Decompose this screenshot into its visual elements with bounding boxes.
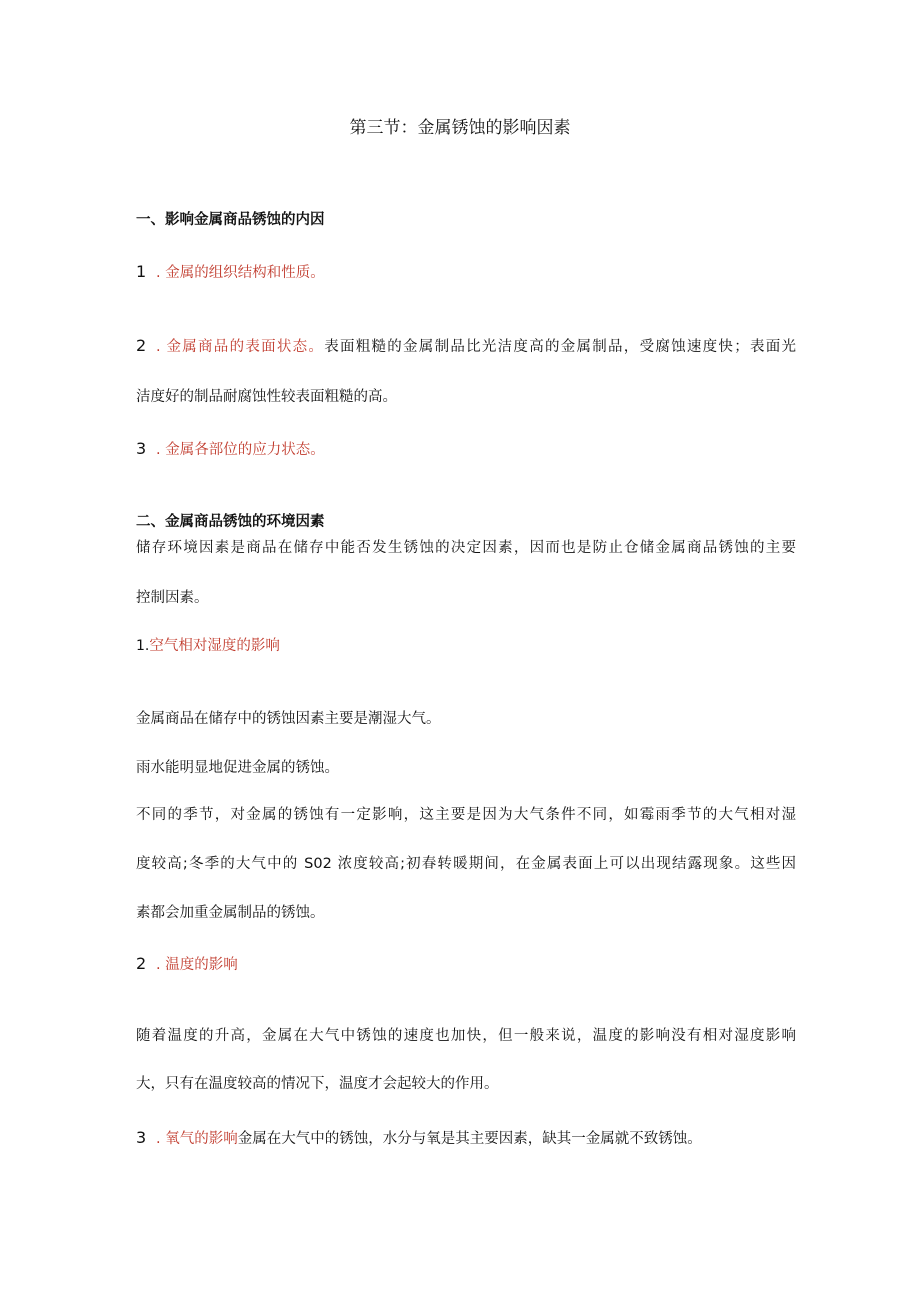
paragraph-line: 雨水能明显地促进金属的锈蚀。 <box>136 760 339 776</box>
subsection-heading-humidity <box>136 635 796 657</box>
section-heading-internal-factors: 一、影响金属商品锈蚀的内因 <box>136 212 325 228</box>
paragraph-line: 储存环境因素是商品在储存中能否发生锈蚀的决定因素，因而也是防止仓储金属商品锈蚀的主要 <box>136 540 796 556</box>
list-item-3 <box>136 438 796 461</box>
paragraph-line: 素都会加重金属制品的锈蚀。 <box>136 905 325 921</box>
section-heading-environmental-factors: 二、金属商品锈蚀的环境因素 <box>136 514 325 530</box>
paragraph-line: 随着温度的升高，金属在大气中锈蚀的速度也加快，但一般来说，温度的影响没有相对湿度影响 <box>136 1028 796 1044</box>
item-number: 2 <box>136 336 147 355</box>
item-text: 表面粗糙的金属制品比光洁度高的金属制品，受腐蚀速度快；表面光 <box>324 339 797 355</box>
item-number: 1. <box>136 638 150 654</box>
item-label: 空气相对湿度的影响 <box>149 638 280 654</box>
item-label: . 金属各部位的应力状态。 <box>156 442 325 458</box>
paragraph-line: 不同的季节，对金属的锈蚀有一定影响，这主要是因为大气条件不同，如霉雨季节的大气相对湿 <box>136 807 796 823</box>
item-label: . 温度的影响 <box>156 957 238 973</box>
paragraph-line: 金属商品在储存中的锈蚀因素主要是潮湿大气。 <box>136 711 441 727</box>
paragraph-line: 大，只有在温度较高的情况下，温度才会起较大的作用。 <box>136 1076 499 1092</box>
item-number: 2 <box>136 954 147 973</box>
item-label: . 氧气的影响 <box>156 1131 238 1147</box>
subsection-heading-temperature <box>136 953 796 976</box>
page-title: 第三节：金属锈蚀的影响因素 <box>349 118 571 138</box>
list-item-2 <box>136 335 796 358</box>
item-label: . 金属的组织结构和性质。 <box>156 265 325 281</box>
item-label: . 金属商品的表面状态。 <box>156 339 325 355</box>
item-text: 金属在大气中的锈蚀，水分与氧是其主要因素，缺其一金属就不致锈蚀。 <box>237 1131 702 1147</box>
subsection-heading-oxygen <box>136 1127 796 1150</box>
paragraph-line: 控制因素。 <box>136 590 209 606</box>
item-number: 1 <box>136 262 147 281</box>
item-number: 3 <box>136 439 147 458</box>
paragraph-line: 洁度好的制品耐腐蚀性较表面粗糙的高。 <box>136 389 397 405</box>
item-number: 3 <box>136 1128 147 1147</box>
paragraph-line: 度较高;冬季的大气中的 S02 浓度较高;初春转暖期间，在金属表面上可以出现结露现象。这些因 <box>136 856 796 872</box>
list-item-1 <box>136 261 796 284</box>
